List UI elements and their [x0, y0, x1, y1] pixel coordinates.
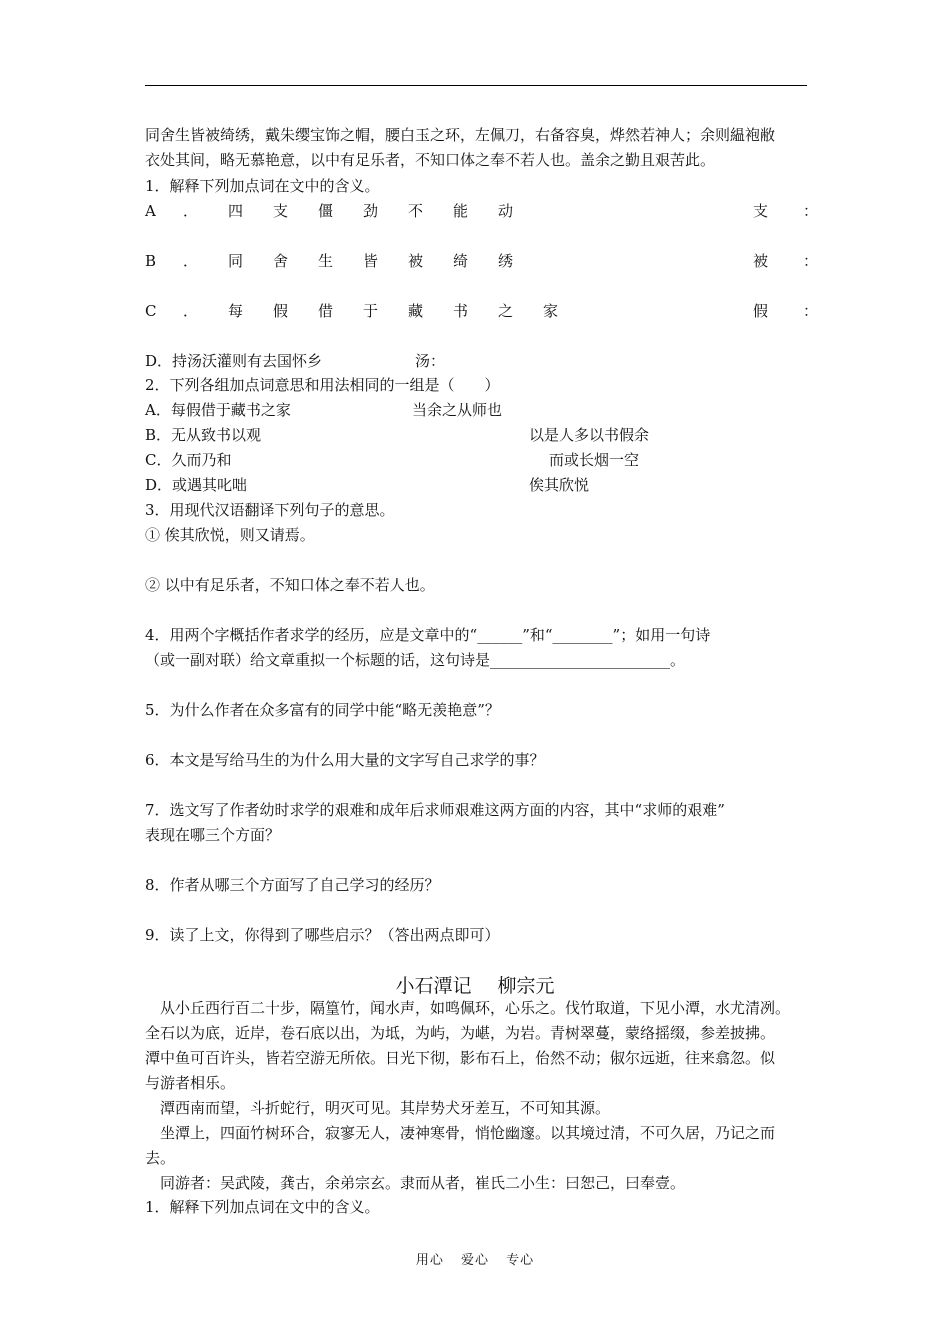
passage1-line-1: 同舍生皆被绮绣，戴朱缨宝饰之帽，腰白玉之环，左佩刀，右备容臭，烨然若神人；余则緼袍敝 — [145, 126, 776, 144]
question-7-line-1: 7．选文写了作者幼时求学的艰难和成年后求师艰难这两方面的内容，其中“求师的艰难” — [145, 801, 725, 819]
q1-a-char: 劲 — [363, 202, 379, 220]
header-rule — [145, 85, 807, 86]
question-5: 5．为什么作者在众多富有的同学中能“略无羡艳意”？ — [145, 701, 500, 719]
q1-b-dot: ． — [183, 252, 199, 270]
q1-c-char: 于 — [363, 302, 379, 320]
q2-row-b-right: 以是人多以书假余 — [529, 426, 650, 444]
q1-b-char: 被 — [408, 252, 424, 270]
q1-a-char: 能 — [453, 202, 469, 220]
q1-c-dot: ． — [183, 302, 199, 320]
q1-item-b — [145, 251, 819, 271]
q1-c-char: 每 — [228, 302, 244, 320]
q1-c-char: 之 — [498, 302, 514, 320]
q1-c-char: 借 — [318, 302, 334, 320]
q1-b-char: 皆 — [363, 252, 379, 270]
q1-a-colon: ： — [803, 202, 819, 220]
passage2-line-4: 与游者相乐。 — [145, 1074, 236, 1092]
question-4-line-2: （或一副对联）给文章重拟一个标题的话，这句诗是________________________。 — [145, 651, 686, 669]
question-2: 2．下列各组加点词意思和用法相同的一组是（ ） — [145, 376, 500, 394]
q2-row-d-right: 俟其欣悦 — [529, 476, 590, 494]
passage2-line-5: 潭西南而望，斗折蛇行，明灭可见。其岸势犬牙差互，不可知其源。 — [145, 1099, 611, 1117]
q1-a-dot: ． — [183, 202, 199, 220]
q2-row-a-left: A．每假借于藏书之家 — [145, 401, 291, 419]
q1-b-label: B — [145, 252, 157, 270]
q1-b-char: 生 — [318, 252, 334, 270]
q1-b-word: 被 — [753, 252, 769, 270]
q2-row-c-right: 而或长烟一空 — [549, 451, 640, 469]
page-footer — [0, 1249, 950, 1268]
q1-item-d-word: 汤： — [415, 352, 446, 370]
q1-a-char: 不 — [408, 202, 424, 220]
q1-c-char: 藏 — [408, 302, 424, 320]
passage2-line-7: 去。 — [145, 1149, 176, 1167]
question-9: 9．读了上文，你得到了哪些启示？（答出两点即可） — [145, 926, 500, 944]
q1-a-char: 僵 — [318, 202, 334, 220]
q2-row-c-left: C．久而乃和 — [145, 451, 232, 469]
q1-c-char: 家 — [543, 302, 559, 320]
passage2-line-2: 全石以为底，近岸，卷石底以出，为坻，为屿，为嵁，为岩。青树翠蔓，蒙络摇缀，参差披拂。 — [145, 1024, 776, 1042]
q1-c-char: 假 — [273, 302, 289, 320]
q2-row-b-left: B．无从致书以观 — [145, 426, 262, 444]
question-6: 6．本文是写给马生的为什么用大量的文字写自己求学的事？ — [145, 751, 545, 769]
q3-sentence-2: ② 以中有足乐者，不知口体之奉不若人也。 — [145, 576, 435, 594]
q1-c-label: C — [145, 302, 157, 320]
section-title-name: 小石潭记 — [395, 975, 472, 997]
footer-word: 专心 — [506, 1253, 535, 1268]
passage2-line-1: 从小丘西行百二十步，隔篁竹，闻水声，如鸣佩环，心乐之。伐竹取道，下见小潭，水尤清冽。 — [145, 999, 791, 1017]
q1-item-a — [145, 201, 819, 221]
q1-b-char: 绣 — [498, 252, 514, 270]
q1-a-char: 动 — [498, 202, 514, 220]
q1-b-char: 舍 — [273, 252, 289, 270]
footer-word: 用心 — [415, 1253, 444, 1268]
passage2-line-8: 同游者：吴武陵，龚古，余弟宗玄。隶而从者，崔氏二小生：曰恕己，曰奉壹。 — [145, 1174, 686, 1192]
footer-word: 爱心 — [460, 1253, 489, 1268]
question-8: 8．作者从哪三个方面写了自己学习的经历？ — [145, 876, 440, 894]
q1-c-char: 书 — [453, 302, 469, 320]
q1-b-char: 同 — [228, 252, 244, 270]
q1-b-char: 绮 — [453, 252, 469, 270]
q1-a-label: A — [145, 202, 156, 220]
section-title-author: 柳宗元 — [497, 975, 555, 997]
q1-b-colon: ： — [803, 252, 819, 270]
passage2-line-3: 潭中鱼可百许头，皆若空游无所依。日光下彻，影布石上，佁然不动；俶尔远逝，往来翕忽。似 — [145, 1049, 776, 1067]
question-4-line-1: 4．用两个字概括作者求学的经历，应是文章中的“______”和“________”；如用一句诗 — [145, 626, 711, 644]
passage2-line-6: 坐潭上，四面竹树环合，寂寥无人，凄神寒骨，悄怆幽邃。以其境过清，不可久居，乃记之而 — [145, 1124, 776, 1142]
q2-row-a-right: 当余之从师也 — [412, 401, 503, 419]
question-1: 1．解释下列加点词在文中的含义。 — [145, 177, 380, 195]
q1-a-char: 支 — [273, 202, 289, 220]
q1-a-word: 支 — [753, 202, 769, 220]
q1-c-colon: ： — [803, 302, 819, 320]
q1-item-d: D．持汤沃灌则有去国怀乡 — [145, 352, 323, 370]
question-final: 1．解释下列加点词在文中的含义。 — [145, 1198, 380, 1216]
question-7-line-2: 表现在哪三个方面？ — [145, 826, 281, 844]
question-3: 3．用现代汉语翻译下列句子的意思。 — [145, 501, 395, 519]
q3-sentence-1: ① 俟其欣悦，则又请焉。 — [145, 526, 315, 544]
q1-c-word: 假 — [753, 302, 769, 320]
q2-row-d-left: D．或遇其叱咄 — [145, 476, 248, 494]
q1-item-c — [145, 301, 819, 321]
q1-a-char: 四 — [228, 202, 244, 220]
section-title — [0, 971, 950, 998]
passage1-line-2: 衣处其间，略无慕艳意，以中有足乐者，不知口体之奉不若人也。盖余之勤且艰苦此。 — [145, 151, 716, 169]
